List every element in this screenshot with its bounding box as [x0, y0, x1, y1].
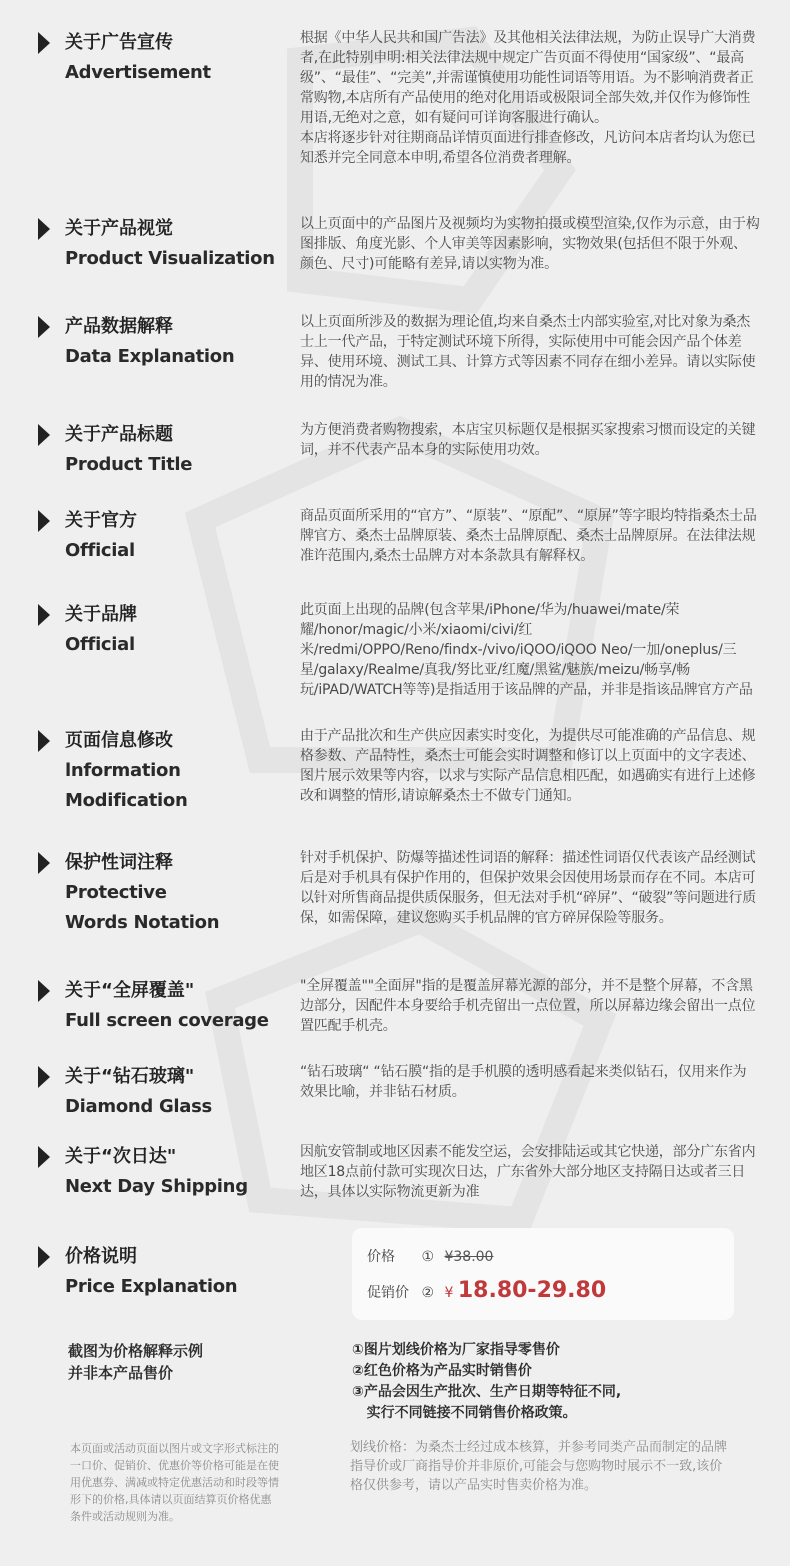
section-title-cn: 关于“次日达"	[65, 1146, 177, 1167]
triangle-bullet-icon	[38, 218, 50, 240]
section-title-en: lnformation Modification	[65, 760, 188, 811]
triangle-bullet-icon	[38, 1066, 50, 1088]
section-title-en: Data Explanation	[65, 346, 235, 367]
currency-symbol: ¥	[444, 1285, 454, 1301]
price-note-item: ①图片划线价格为厂家指导零售价	[352, 1342, 560, 1358]
triangle-bullet-icon	[38, 1146, 50, 1168]
section-title-en: Product Title	[65, 454, 193, 475]
price-note-item: ③产品会因生产批次、生产日期等特征不同,	[352, 1384, 622, 1400]
price-label: 价格	[367, 1249, 395, 1265]
triangle-bullet-icon	[38, 980, 50, 1002]
triangle-bullet-icon	[38, 316, 50, 338]
section-title-cn: 关于产品视觉	[65, 218, 173, 239]
section-title-en: Official	[65, 634, 135, 655]
section-title-en: Product Visualization	[65, 248, 275, 269]
section-title-en: Advertisement	[65, 62, 211, 83]
section-body: 商品页面所采用的“官方”、“原装”、“原配”、“原屏”等字眼均特指桑杰士品牌官方、桑杰士品牌原装、桑杰士品牌原配、桑杰士品牌原屏。在法律法规准许范围内,桑杰士品牌方对本条款具有解释权。	[300, 508, 757, 564]
triangle-bullet-icon	[38, 510, 50, 532]
section-title-en: Price Explanation	[65, 1276, 238, 1297]
marker-one: ①	[421, 1249, 435, 1265]
section-body: “钻石玻璃“ “钻石膜“指的是手机膜的透明感看起来类似钻石，仅用来作为效果比喻，并非钻石材质。	[300, 1064, 747, 1100]
example-disclaimer-line2: 并非本产品售价	[68, 1364, 174, 1382]
price-notes	[352, 1340, 752, 1424]
sale-label: 促销价	[367, 1285, 409, 1301]
triangle-bullet-icon	[38, 32, 50, 54]
triangle-bullet-icon	[38, 852, 50, 874]
example-disclaimer-line1: 截图为价格解释示例	[68, 1342, 204, 1360]
price-note-item: 实行不同链接不同销售价格政策。	[352, 1405, 577, 1421]
section-title-cn: 关于品牌	[65, 604, 137, 625]
section-title-cn: 页面信息修改	[65, 730, 173, 751]
section-title-en: Diamond Glass	[65, 1096, 212, 1117]
footer-note-left: 本页面或活动页面以图片或文字形式标注的一口价、促销价、优惠价等价格可能是在使用优惠券、满减或特定优惠活动和时段等情形下的价格,具体请以页面结算页价格优惠条件或活动规则为准。	[70, 1442, 279, 1523]
footer-note-right: 划线价格：为桑杰士经过成本核算，并参考同类产品而制定的品牌指导价或厂商指导价并非原价,可能会与您购物时展示不一致,该价格仅供参考，请以产品实时售卖价格为准。	[350, 1440, 728, 1493]
section-title-cn: 保护性词注释	[65, 852, 173, 873]
section-title-cn: 价格说明	[65, 1246, 137, 1267]
section-body: 为方便消费者购物搜索，本店宝贝标题仅是根据买家搜索习惯而设定的关键词，并不代表产品本身的实际使用功效。	[300, 422, 756, 458]
original-price: ¥38.00	[444, 1249, 494, 1265]
triangle-bullet-icon	[38, 1246, 50, 1268]
section-title-cn: 关于官方	[65, 510, 137, 531]
section-body: 由于产品批次和生产供应因素实时变化，为提供尽可能准确的产品信息、规格参数、产品特性，桑杰士可能会实时调整和修订以上页面中的文字表述、图片展示效果等内容，以求与实际产品信息相匹配，如遇确实有进行上述修改和调整的情形,请谅解桑杰士不做专门通知。	[300, 728, 756, 804]
section-body: 以上页面中的产品图片及视频均为实物拍摄或模型渲染,仅作为示意，由于构图排版、角度光影、个人审美等因素影响，实物效果(包括但不限于外观、颜色、尺寸)可能略有差异,请以实物为准。	[300, 216, 760, 272]
section-title-en: Full screen coverage	[65, 1010, 269, 1031]
section-title-en: Next Day Shipping	[65, 1176, 248, 1197]
price-example-card	[352, 1228, 734, 1320]
section-body: 因航安管制或地区因素不能发空运，会安排陆运或其它快递，部分广东省内地区18点前付款可实现次日达，广东省外大部分地区支持隔日达或者三日达，具体以实际物流更新为准	[300, 1144, 756, 1200]
section-body: 此页面上出现的品牌(包含苹果/iPhone/华为/huawei/mate/荣耀/honor/magic/小米/xiaomi/civi/红米/redmi/OPPO/Reno/findx-/vivo/iQOO/iQOO Neo/一加/oneplus/三星/galaxy/Realme/真我/努比亚/红魔/黑鲨/魅族/meizu/畅享/畅玩/iPAD/WATCH等等)是指适用于该品牌的产品，并非是指该品牌官方产品	[300, 602, 753, 698]
section-title-cn: 关于广告宣传	[65, 32, 173, 53]
sale-price: 18.80-29.80	[457, 1278, 607, 1303]
section-body: 以上页面所涉及的数据为理论值,均来自桑杰士内部实验室,对比对象为桑杰士上一代产品，于特定测试环境下所得，实际使用中可能会因产品个体差异、使用环境、测试工具、计算方式等因素不同存在细小差异。请以实际使用的情况为准。	[300, 314, 756, 390]
price-note-item: ②红色价格为产品实时销售价	[352, 1363, 532, 1379]
section-title-cn: 关于“钻石玻璃"	[65, 1066, 195, 1087]
section-title-en: Official	[65, 540, 135, 561]
section-title-cn: 关于“全屏覆盖"	[65, 980, 195, 1001]
triangle-bullet-icon	[38, 730, 50, 752]
sale-price-row	[367, 1278, 606, 1303]
marker-two: ②	[421, 1285, 435, 1301]
section-body: 针对手机保护、防爆等描述性词语的解释：描述性词语仅代表该产品经测试后是对手机具有保护作用的，但保护效果会因使用场景而存在不同。本店可以针对所售商品提供质保服务，但无法对手机“碎屏”、“破裂”等问题进行质保，如需保障，建议您购买手机品牌的官方碎屏保险等服务。	[300, 850, 757, 926]
triangle-bullet-icon	[38, 424, 50, 446]
section-body: "全屏覆盖""全面屏"指的是覆盖屏幕光源的部分，并不是整个屏幕，不含黑边部分，因配件本身要给手机壳留出一点位置，所以屏幕边缘会留出一点位置匹配手机壳。	[300, 978, 756, 1034]
triangle-bullet-icon	[38, 604, 50, 626]
section-title-cn: 产品数据解释	[65, 316, 173, 337]
section-title-en: Protective Words Notation	[65, 882, 220, 933]
original-price-row	[367, 1246, 493, 1266]
example-disclaimer	[68, 1340, 288, 1384]
section-title-cn: 关于产品标题	[65, 424, 173, 445]
section-body: 根据《中华人民共和国广告法》及其他相关法律法规，为防止误导广大消费者,在此特别申明:相关法律法规中规定广告页面不得使用“国家级”、“最高级”、“最佳”、“完美”,并需谨慎使用功能性词语等用语。为不影响消费者正常购物,本店所有产品使用的绝对化用语或极限词全部失效,并仅作为修饰性用语,无绝对之意，如有疑问可详询客服进行确认。 本店将逐步针对往期商品详情页面进行排查修改，凡访问本店者均认为您已知悉并完全同意本申明,希望各位消费者理解。	[300, 30, 756, 166]
